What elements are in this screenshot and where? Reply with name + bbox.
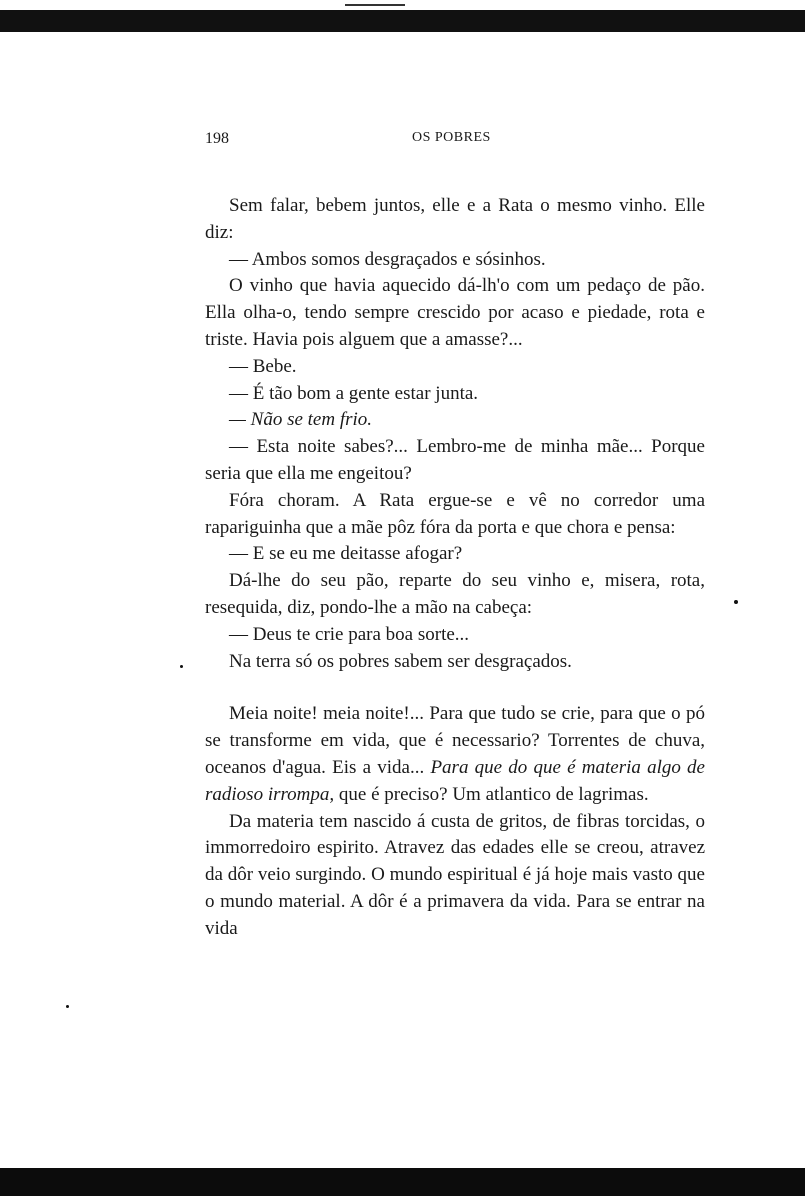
paragraph: Sem falar, bebem juntos, elle e a Rata o mesmo vinho. Elle diz: [205,195,705,243]
paragraph: — Deus te crie para boa sorte... [229,623,470,645]
paragraph: Da materia tem nascido á custa de gritos, de fibras torcidas, o immorredoiro espirito. Atravez das edades elle se creou, atravez da dôr veio surgindo. O mundo espiritual é já hoje mais vasto que o mundo material. A dôr é a primavera da vida. Para se entrar na vida [205,810,705,939]
scan-edge-top [0,10,805,32]
paragraph: — É tão bom a gente estar junta. [229,382,479,404]
paragraph: — E se eu me deitasse afogar? [229,543,463,565]
paragraph: — Esta noite sabes?... Lembro-me de minha mãe... Porque seria que ella me engeitou? [205,436,705,484]
section-break [205,675,705,701]
running-head [205,130,705,152]
scan-edge-bottom [0,1168,805,1196]
ink-speck [66,1005,69,1008]
paragraph: Fóra choram. A Rata ergue-se e vê no corredor uma rapariguinha que a mãe pôz fóra da porta e que chora e pensa: [205,489,705,538]
ink-speck [734,600,738,604]
scan-edge-thin-line [345,4,405,6]
page-header-title: OS POBRES [412,130,491,145]
paragraph: O vinho que havia aquecido dá-lh'o com um pedaço de pão. Ella olha-o, tendo sempre crescido por acaso e piedade, rota e triste. Havia pois alguem que a amasse?... [205,275,705,350]
italic-fragment: Para que do que é materia algo de radioso irrompa, [205,756,705,805]
paragraph: Dá-lhe do seu pão, reparte do seu vinho e, misera, rota, resequida, diz, pondo-lhe a mão na cabeça: [205,570,705,618]
paragraph-italic: — Não se tem frio. [229,409,373,431]
body-text [205,193,705,943]
paragraph: Meia noite! meia noite!... Para que tudo se crie, para que o pó se transforme em vida, que é necessario? Torrentes de chuva, oceanos d'agua. Eis a vida... Para que do que é materia algo de radioso irrompa, que é preciso? Um atlantico de lagrimas. [205,703,705,805]
paragraph: Na terra só os pobres sabem ser desgraçados. [229,650,572,672]
paragraph: — Bebe. [229,355,297,377]
page-number: 198 [205,130,229,147]
paragraph: — Ambos somos desgraçados e sósinhos. [229,248,546,270]
ink-speck [180,665,183,668]
